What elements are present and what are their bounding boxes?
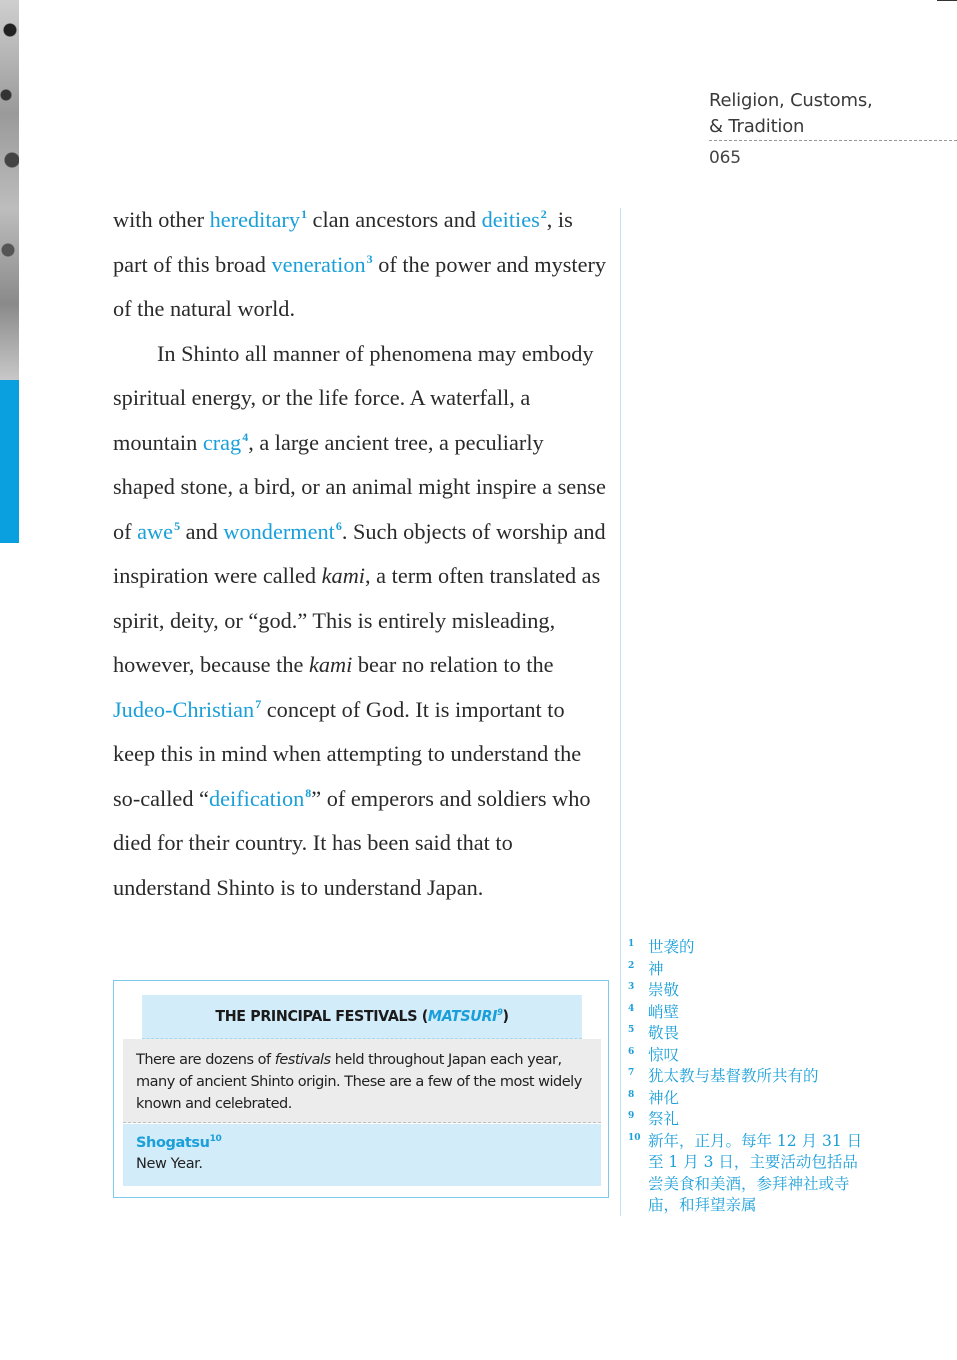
glossary-entry [628,1066,868,1088]
term-text: hereditary [209,207,300,232]
glossary-term-deification[interactable] [209,786,311,811]
column-divider [620,208,621,1216]
title-text: THE PRINCIPAL FESTIVALS ( [215,1007,428,1025]
footnote-ref: 2 [540,207,547,221]
glossary-definition: 峭壁 [648,1002,680,1021]
corner-mark [937,0,957,1]
text-run: of the power and mystery of the natural world. [113,251,607,321]
glossary-entry [628,1002,868,1024]
title-term-matsuri[interactable] [428,1007,503,1025]
paragraph-1 [113,198,608,332]
festival-name[interactable] [136,1133,588,1154]
section-tab [0,380,19,543]
glossary-entry [628,959,868,981]
text-run: . Such objects of worship and inspiration were called [113,518,606,588]
text-run: clan ancestors and [306,207,482,232]
body-text [113,198,608,910]
term-text: awe [137,518,174,544]
term-text: veneration [271,251,366,277]
term-text: deification [208,785,305,811]
footnote-ref: 9 [497,1008,503,1018]
glossary-definition: 神 [648,959,664,978]
glossary-definition: 惊叹 [648,1045,680,1064]
festival-item [123,1124,601,1186]
intro-text: held throughout Japan each year, many of ancient Shinto origin. These are a few of the most widely known and celebrated. [136,1052,582,1112]
glossary-term-wonderment[interactable] [223,519,341,544]
intro-text: There are dozens of [136,1052,275,1068]
text-run: ” of emperors and soldiers who died for their country. It has been said that to understand Shinto is to understand Japan. [113,785,591,900]
footnote-ref: 1 [300,207,307,221]
text-run: concept of God. It is important to keep this in mind when attempting to understand the so-called “ [113,696,582,811]
text-run: , a large ancient tree, a peculiarly shaped stone, a bird, or an animal might inspire a sense of [113,429,606,544]
glossary-entry [628,1045,868,1067]
glossary-definition: 崇敬 [648,981,680,999]
term-text: MATSURI [427,1007,498,1025]
footnote-ref: 7 [255,696,262,711]
glossary-number: 7 [628,1068,635,1078]
italic-term-kami: kami [308,652,353,677]
glossary-number: 10 [628,1132,641,1143]
glossary-number: 5 [628,1025,635,1035]
glossary-definition: 敬畏 [648,1024,680,1042]
header-line-2: & Tradition [709,114,957,141]
glossary-number: 3 [628,982,635,992]
text-run: , is part of this broad [113,207,573,277]
glossary-number: 6 [628,1046,635,1057]
glossary-definition: 神化 [648,1088,680,1107]
glossary-entry [628,1023,868,1045]
footnote-ref: 10 [209,1134,222,1144]
text-run: and [180,518,224,544]
text-run: , a term often translated as spirit, deity, or “god.” This is entirely misleading, however, because the [113,563,601,677]
glossary-entry [628,1088,868,1110]
glossary-number: 4 [628,1003,635,1014]
term-text: crag [202,429,242,455]
page-number: 065 [709,148,741,168]
text-run: with other [113,207,210,232]
glossary-entry [628,1131,868,1217]
glossary-definition: 祭礼 [648,1110,680,1128]
text-run: In Shinto all manner of phenomena may embody spiritual energy, or the life force. A waterfall, a mountain [113,340,594,455]
glossary-number: 8 [628,1089,635,1100]
glossary-sidebar [628,937,868,1217]
header-line-1: Religion, Customs, [709,90,873,111]
glossary-number: 2 [628,960,635,971]
festival-name-text: Shogatsu [136,1135,210,1151]
text-run: bear no relation to the [352,652,554,677]
intro-emphasis: festivals [274,1052,331,1068]
italic-term-kami: kami [321,563,365,588]
festival-description: New Year. [136,1156,203,1172]
term-text: wonderment [223,518,335,544]
footnote-ref: 3 [366,251,373,266]
glossary-term-deities[interactable] [482,207,547,232]
title-text: ) [502,1007,509,1025]
footnote-ref: 6 [335,518,342,533]
glossary-number: 1 [628,939,635,949]
paragraph-2 [113,332,608,911]
footnote-ref: 5 [174,518,181,533]
glossary-definition: 犹太教与基督教所共有的 [648,1067,819,1085]
festival-box-intro [123,1039,601,1123]
glossary-term-crag[interactable] [203,430,248,455]
term-text: Judeo-Christian [113,696,255,722]
glossary-term-awe[interactable] [137,519,180,544]
glossary-term-veneration[interactable] [272,252,373,277]
glossary-entry [628,980,868,1002]
footnote-ref: 8 [305,785,312,800]
glossary-entry [628,1109,868,1131]
festival-box [113,980,609,1198]
edge-photo-strip [0,0,19,380]
glossary-number: 9 [628,1111,635,1121]
running-header [709,88,957,171]
glossary-definition: 新年，正月。每年 12 月 31 日至 1 月 3 日，主要活动包括品尝美食和美酒，参拜神社或寺庙，和拜望亲属 [648,1131,863,1214]
footnote-ref: 4 [242,429,249,444]
glossary-term-judeo-christian[interactable] [113,697,261,722]
glossary-term-hereditary[interactable] [210,207,307,232]
term-text: deities [481,207,540,232]
festival-box-title [142,995,582,1039]
glossary-definition: 世袭的 [648,938,695,956]
glossary-entry [628,937,868,959]
